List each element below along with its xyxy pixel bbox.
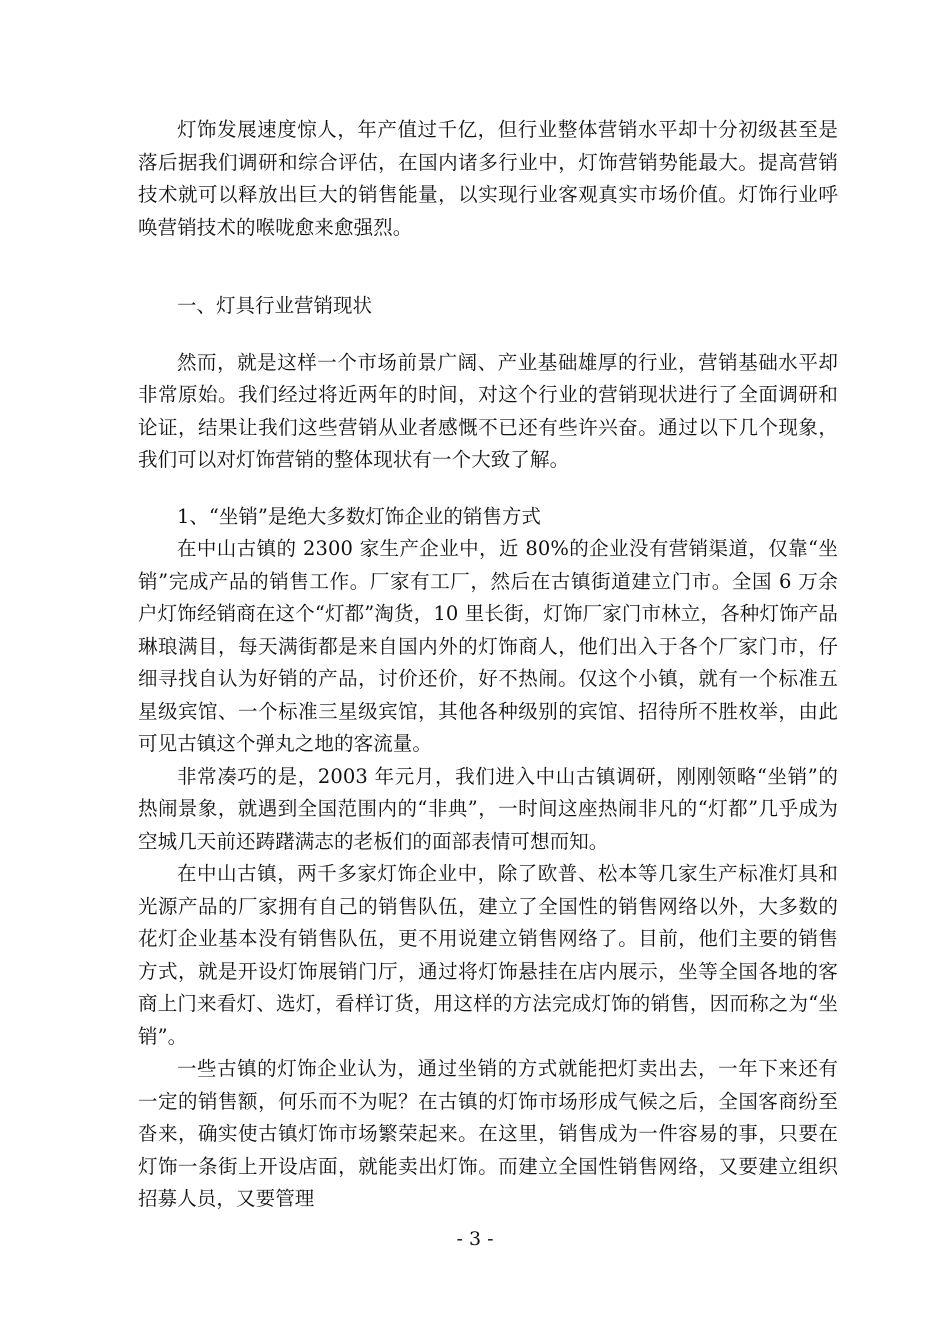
body-paragraph: 一些古镇的灯饰企业认为，通过坐销的方式就能把灯卖出去，一年下来还有一定的销售额，何乐而不为呢？在古镇的灯饰市场形成气候之后，全国客商纷至沓来，确实使古镇灯饰市场繁荣起来。在这里，销售成为一件容易的事，只要在灯饰一条街上开设店面，就能卖出灯饰。而建立全国性销售网络，又要建立组织招募人员，又要管理 <box>138 1057 838 1210</box>
intro-paragraph: 灯饰发展速度惊人，年产值过千亿，但行业整体营销水平却十分初级甚至是落后据我们调研和综合评估，在国内诸多行业中，灯饰营销势能最大。提高营销技术就可以释放出巨大的销售能量，以实现行业客观真实市场价值。灯饰行业呼唤营销技术的喉咙愈来愈强烈。 <box>138 118 838 239</box>
body-paragraph: 在中山古镇，两千多家灯饰企业中，除了欧普、松本等几家生产标准灯具和光源产品的厂家拥有自己的销售队伍，建立了全国性的销售网络以外，大多数的花灯企业基本没有销售队伍，更不用说建立销售网络了。目前，他们主要的销售方式，就是开设灯饰展销门厅，通过将灯饰悬挂在店内展示，坐等全国各地的客商上门来看灯、选灯，看样订货，用这样的方法完成灯饰的销售，因而称之为“坐销”。 <box>138 862 838 1048</box>
page-number: - 3 - <box>456 1228 494 1250</box>
spacer <box>138 244 838 290</box>
spacer <box>138 477 838 501</box>
section-heading-marketing-status: 一、灯具行业营销现状 <box>177 294 373 317</box>
section-paragraph: 然而，就是这样一个市场前景广阔、产业基础雄厚的行业，营销基础水平却非常原始。我们经过将近两年的时间，对这个行业的营销现状进行了全面调研和论证，结果让我们这些营销从业者感慨不已还有些许兴奋。通过以下几个现象，我们可以对灯饰营销的整体现状有一个大致了解。 <box>138 350 838 471</box>
spacer <box>138 323 838 347</box>
body-paragraph: 非常凑巧的是，2003 年元月，我们进入中山古镇调研，刚刚领略“坐销”的热闹景象，就遇到全国范围内的“非典”，一时间这座热闹非凡的“灯都”几乎成为空城几天前还踌躇满志的老板们的面部表情可想而知。 <box>138 764 838 853</box>
document-body <box>138 114 838 1216</box>
subsection-heading-sitting-sales: 1、“坐销”是绝大多数灯饰企业的销售方式 <box>177 504 541 528</box>
body-paragraph: 在中山古镇的 2300 家生产企业中，近 80%的企业没有营销渠道，仅靠“坐销”完成产品的销售工作。厂家有工厂，然后在古镇街道建立门市。全国 6 万余户灯饰经销商在这个“灯都”淘货，10 里长街，灯饰厂家门市林立，各种灯饰产品琳琅满目，每天满街都是来自国内外的灯饰商人，他们出入于各个厂家门市，仔细寻找自认为好销的产品，讨价还价，好不热闹。仅这个小镇，就有一个标准五星级宾馆、一个标准三星级宾馆，其他各种级别的宾馆、招待所不胜枚举，由此可见古镇这个弹丸之地的客流量。 <box>138 537 838 755</box>
